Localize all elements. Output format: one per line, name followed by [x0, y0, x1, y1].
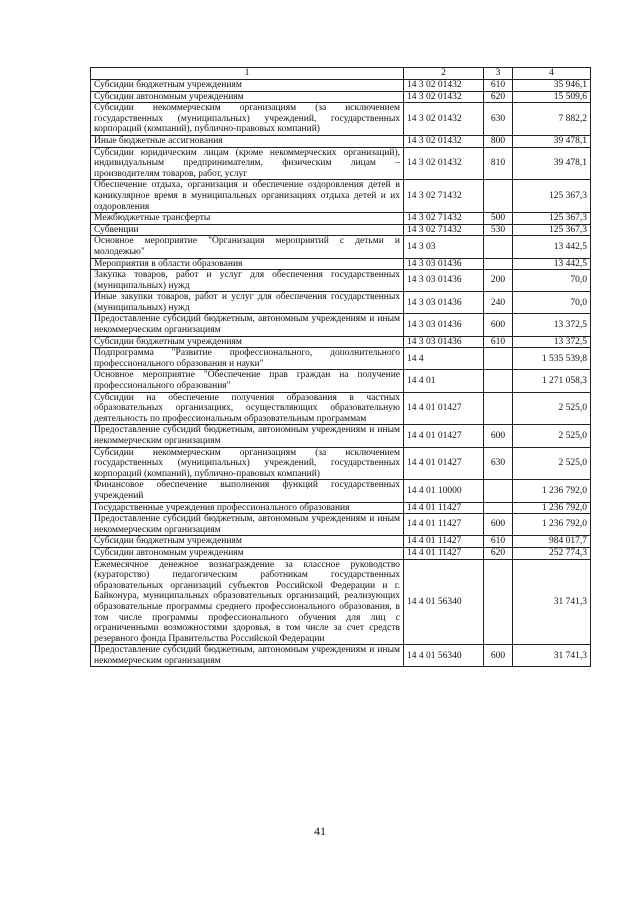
table-row — [91, 213, 591, 225]
row-name-cell: Межбюджетные трансферты — [91, 213, 404, 225]
row-expense-type-cell: 620 — [484, 91, 513, 103]
table-row — [91, 348, 591, 370]
table-row — [91, 514, 591, 536]
row-code-cell: 14 3 03 01436 — [404, 292, 484, 314]
row-expense-type-cell: 810 — [484, 147, 513, 180]
row-code-cell: 14 4 01 11427 — [404, 536, 484, 548]
row-name-cell: Предоставление субсидий бюджетным, автономным учреждениям и иным некоммерческим организациям — [91, 645, 404, 667]
row-name-cell: Субсидии бюджетным учреждениям — [91, 80, 404, 92]
table-row — [91, 103, 591, 136]
row-code-cell: 14 4 01 — [404, 370, 484, 392]
row-expense-type-cell: 630 — [484, 447, 513, 480]
row-expense-type-cell: 600 — [484, 314, 513, 336]
row-name-cell: Иные закупки товаров, работ и услуг для обеспечения государственных (муниципальных) нужд — [91, 292, 404, 314]
row-name-cell: Субсидии бюджетным учреждениям — [91, 536, 404, 548]
table-row — [91, 645, 591, 667]
row-name-cell: Мероприятия в области образования — [91, 258, 404, 270]
row-code-cell: 14 4 01 01427 — [404, 392, 484, 425]
row-expense-type-cell — [484, 559, 513, 645]
table-row — [91, 292, 591, 314]
row-name-cell: Субвенции — [91, 224, 404, 236]
row-name-cell: Государственные учреждения профессионального образования — [91, 502, 404, 514]
row-name-cell: Финансовое обеспечение выполнения функций государственных учреждений — [91, 480, 404, 502]
row-expense-type-cell: 610 — [484, 336, 513, 348]
row-name-cell: Основное мероприятие "Обеспечение прав граждан на получение профессионального образования" — [91, 370, 404, 392]
row-code-cell: 14 4 — [404, 348, 484, 370]
row-expense-type-cell — [484, 258, 513, 270]
row-code-cell: 14 3 03 01436 — [404, 336, 484, 348]
row-name-cell: Предоставление субсидий бюджетным, автономным учреждениям и иным некоммерческим организациям — [91, 314, 404, 336]
table-body — [91, 80, 591, 667]
row-name-cell: Основное мероприятие "Организация мероприятий с детьми и молодежью" — [91, 236, 404, 258]
table-row — [91, 80, 591, 92]
row-name-cell: Субсидии автономным учреждениям — [91, 91, 404, 103]
table-row — [91, 502, 591, 514]
row-name-cell: Предоставление субсидий бюджетным, автономным учреждениям и иным некоммерческим организациям — [91, 425, 404, 447]
row-amount-cell: 1 271 058,3 — [513, 370, 591, 392]
row-expense-type-cell — [484, 392, 513, 425]
row-code-cell: 14 4 01 11427 — [404, 514, 484, 536]
row-code-cell: 14 4 01 11427 — [404, 547, 484, 559]
table-row — [91, 147, 591, 180]
row-name-cell: Предоставление субсидий бюджетным, автономным учреждениям и иным некоммерческим организациям — [91, 514, 404, 536]
row-code-cell: 14 3 02 71432 — [404, 213, 484, 225]
row-amount-cell: 70,0 — [513, 292, 591, 314]
row-expense-type-cell — [484, 480, 513, 502]
row-name-cell: Субсидии некоммерческим организациям (за исключением государственных (муниципальных) учреждений, государственных корпораций (компаний), публично-правовых компаний) — [91, 447, 404, 480]
row-amount-cell: 2 525,0 — [513, 425, 591, 447]
row-amount-cell: 2 525,0 — [513, 447, 591, 480]
row-expense-type-cell: 240 — [484, 292, 513, 314]
row-expense-type-cell: 610 — [484, 80, 513, 92]
row-code-cell: 14 3 03 01436 — [404, 314, 484, 336]
table-row — [91, 547, 591, 559]
row-amount-cell: 39 478,1 — [513, 135, 591, 147]
row-amount-cell: 70,0 — [513, 270, 591, 292]
row-expense-type-cell — [484, 370, 513, 392]
row-code-cell: 14 3 03 01436 — [404, 270, 484, 292]
row-code-cell: 14 3 02 71432 — [404, 224, 484, 236]
row-code-cell: 14 3 02 01432 — [404, 91, 484, 103]
row-expense-type-cell: 630 — [484, 103, 513, 136]
row-amount-cell: 1 236 792,0 — [513, 514, 591, 536]
row-expense-type-cell: 600 — [484, 645, 513, 667]
table-row — [91, 258, 591, 270]
row-amount-cell: 1 535 539,8 — [513, 348, 591, 370]
row-code-cell: 14 3 02 01432 — [404, 80, 484, 92]
column-header-4: 4 — [513, 68, 591, 80]
row-amount-cell: 1 236 792,0 — [513, 480, 591, 502]
row-amount-cell: 1 236 792,0 — [513, 502, 591, 514]
table-row — [91, 224, 591, 236]
row-code-cell: 14 3 03 — [404, 236, 484, 258]
row-name-cell: Иные бюджетные ассигнования — [91, 135, 404, 147]
table-row — [91, 270, 591, 292]
row-amount-cell: 125 367,3 — [513, 213, 591, 225]
row-amount-cell: 31 741,3 — [513, 559, 591, 645]
table-row — [91, 480, 591, 502]
row-expense-type-cell: 530 — [484, 224, 513, 236]
row-amount-cell: 13 372,5 — [513, 314, 591, 336]
table-row — [91, 236, 591, 258]
row-expense-type-cell: 600 — [484, 514, 513, 536]
row-code-cell: 14 4 01 11427 — [404, 502, 484, 514]
row-code-cell: 14 3 02 01432 — [404, 147, 484, 180]
row-amount-cell: 252 774,3 — [513, 547, 591, 559]
column-header-2: 2 — [404, 68, 484, 80]
row-code-cell: 14 4 01 10000 — [404, 480, 484, 502]
row-name-cell: Подпрограмма "Развитие профессионального, дополнительного профессионального образования и науки" — [91, 348, 404, 370]
row-amount-cell: 2 525,0 — [513, 392, 591, 425]
row-code-cell: 14 3 03 01436 — [404, 258, 484, 270]
row-name-cell: Субсидии некоммерческим организациям (за исключением государственных (муниципальных) учреждений, государственных корпораций (компаний), публично-правовых компаний) — [91, 103, 404, 136]
row-code-cell: 14 4 01 01427 — [404, 425, 484, 447]
row-name-cell: Субсидии бюджетным учреждениям — [91, 336, 404, 348]
row-expense-type-cell — [484, 348, 513, 370]
row-code-cell: 14 3 02 71432 — [404, 180, 484, 213]
row-expense-type-cell — [484, 236, 513, 258]
row-code-cell: 14 3 02 01432 — [404, 135, 484, 147]
row-amount-cell: 31 741,3 — [513, 645, 591, 667]
row-expense-type-cell: 620 — [484, 547, 513, 559]
table-row — [91, 392, 591, 425]
row-amount-cell: 15 509,6 — [513, 91, 591, 103]
row-name-cell: Субсидии автономным учреждениям — [91, 547, 404, 559]
row-expense-type-cell: 200 — [484, 270, 513, 292]
table-row — [91, 559, 591, 645]
table-row — [91, 135, 591, 147]
table-header-row — [91, 68, 591, 80]
row-amount-cell: 13 442,5 — [513, 258, 591, 270]
row-expense-type-cell — [484, 180, 513, 213]
row-name-cell: Субсидии на обеспечение получения образования в частных образовательных организациях, осуществляющих образовательную деятельность по профессиональным образовательным программам — [91, 392, 404, 425]
row-expense-type-cell — [484, 502, 513, 514]
row-amount-cell: 7 882,2 — [513, 103, 591, 136]
table-row — [91, 314, 591, 336]
row-amount-cell: 125 367,3 — [513, 224, 591, 236]
row-expense-type-cell: 610 — [484, 536, 513, 548]
row-amount-cell: 39 478,1 — [513, 147, 591, 180]
table-row — [91, 536, 591, 548]
row-name-cell: Субсидии юридическим лицам (кроме некоммерческих организаций), индивидуальным предпринимателям, физическим лицам – производителям товаров, работ, услуг — [91, 147, 404, 180]
table-row — [91, 180, 591, 213]
row-amount-cell: 35 946,1 — [513, 80, 591, 92]
table-row — [91, 447, 591, 480]
table-row — [91, 370, 591, 392]
page-number: 41 — [314, 824, 326, 838]
row-code-cell: 14 4 01 56340 — [404, 645, 484, 667]
row-amount-cell: 13 372,5 — [513, 336, 591, 348]
budget-table — [90, 67, 591, 667]
row-code-cell: 14 3 02 01432 — [404, 103, 484, 136]
table-row — [91, 91, 591, 103]
column-header-3: 3 — [484, 68, 513, 80]
row-amount-cell: 125 367,3 — [513, 180, 591, 213]
column-header-1: 1 — [91, 68, 404, 80]
row-amount-cell: 984 017,7 — [513, 536, 591, 548]
row-name-cell: Обеспечение отдыха, организация и обеспечение оздоровления детей в каникулярное время в муниципальных организациях отдыха детей и их оздоровления — [91, 180, 404, 213]
table-row — [91, 336, 591, 348]
row-name-cell: Ежемесячное денежное вознаграждение за классное руководство (кураторство) педагогическим работникам государственных образовательных организаций субъектов Российской Федерации и г. Байконура, муниципальных образовательных организаций, реализующих образовательные программы среднего профессионального образования, в том числе программы профессионального обучения для лиц с ограниченными возможностями здоровья, в том числе за счет средств резервного фонда Правительства Российской Федерации — [91, 559, 404, 645]
table-row — [91, 425, 591, 447]
row-expense-type-cell: 500 — [484, 213, 513, 225]
row-name-cell: Закупка товаров, работ и услуг для обеспечения государственных (муниципальных) нужд — [91, 270, 404, 292]
row-expense-type-cell: 600 — [484, 425, 513, 447]
row-expense-type-cell: 800 — [484, 135, 513, 147]
row-code-cell: 14 4 01 01427 — [404, 447, 484, 480]
row-code-cell: 14 4 01 56340 — [404, 559, 484, 645]
row-amount-cell: 13 442,5 — [513, 236, 591, 258]
